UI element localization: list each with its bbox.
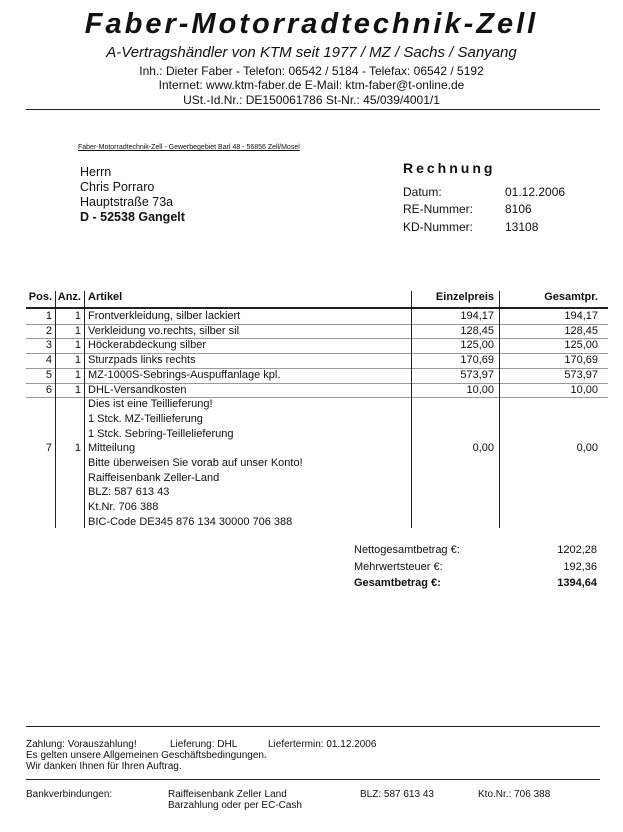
header-anz: Anz.: [57, 291, 81, 303]
row-anz: 1: [74, 310, 81, 322]
row-einzelpreis: 194,17: [460, 310, 494, 322]
row-artikel: 1 Stck. Sebring-Teillelieferung: [88, 427, 234, 440]
row-einzelpreis: 573,97: [460, 368, 494, 381]
row-gesamtpreis: 573,97: [564, 368, 598, 381]
row-pos: 4: [45, 354, 52, 367]
delivery-method: Lieferung: DHL: [170, 739, 238, 750]
row-anz: 1: [74, 324, 81, 337]
row-einzelpreis: 0,00: [472, 442, 494, 455]
bank-blz: BLZ: 587 613 43: [360, 789, 434, 800]
thanks-note: Wir danken Ihnen für Ihren Auftrag.: [26, 761, 182, 772]
row-pos: 3: [45, 339, 52, 352]
recipient-name: Chris Porraro: [80, 180, 155, 194]
row-gesamtpreis: 170,69: [564, 354, 598, 367]
row-anz: 1: [74, 442, 81, 455]
net-total-label: Nettogesamtbetrag €:: [354, 544, 460, 556]
row-anz: 1: [74, 383, 81, 396]
table-header: [26, 291, 608, 308]
invoice-number-label: RE-Nummer:: [403, 202, 474, 216]
invoice-table: [26, 291, 608, 528]
row-einzelpreis: 128,45: [460, 324, 494, 337]
row-gesamtpreis: 128,45: [564, 324, 598, 337]
dealer-line: A-Vertragshändler von KTM seit 1977 / MZ / Sachs / Sanyang: [106, 44, 517, 61]
sender-line: Faber-Motorradtechnik-Zell - Gewerbegebiet Barl 48 - 56856 Zell/Mosel: [78, 144, 300, 151]
company-name: Faber-Motorradtechnik-Zell: [84, 8, 539, 40]
row-pos: 5: [45, 368, 52, 381]
row-pos: 1: [45, 310, 52, 322]
recipient-street: Hauptstraße 73a: [80, 195, 174, 209]
row-pos: 6: [45, 383, 52, 396]
vat-label: Mehrwertsteuer €:: [354, 561, 443, 573]
row-artikel: Mitteilung: [88, 442, 136, 455]
row-artikel: Verkleidung vo.rechts, silber sil: [88, 324, 240, 337]
row-gesamtpreis: 0,00: [576, 442, 598, 455]
row-einzelpreis: 125,00: [460, 339, 494, 352]
header-pos: Pos.: [28, 291, 52, 303]
header-divider: [26, 109, 600, 110]
footer-divider: [26, 726, 600, 727]
row-artikel: Höckerabdeckung silber: [88, 339, 207, 352]
contact-line: Inh.: Dieter Faber - Telefon: 06542 / 5184 - Telefax: 06542 / 5192: [139, 64, 484, 78]
web-line: Internet: www.ktm-faber.de E-Mail: ktm-faber@t-online.de: [158, 78, 465, 92]
col-divider: [499, 291, 500, 528]
customer-number-label: KD-Nummer:: [403, 220, 474, 234]
grand-total-value: 1394,64: [557, 577, 597, 589]
row-artikel: Raiffeisenbank Zeller-Land: [88, 471, 220, 484]
col-divider: [411, 291, 412, 528]
bank-account: Kto.Nr.: 706 388: [478, 789, 551, 800]
row-artikel: 1 Stck. MZ-Teillieferung: [88, 412, 203, 425]
row-anz: 1: [74, 339, 81, 352]
tax-line: USt.-Id.Nr.: DE150061786 St-Nr.: 45/039/4001/1: [183, 93, 440, 107]
date-value: 01.12.2006: [505, 185, 566, 199]
header-artikel: Artikel: [88, 291, 123, 303]
row-artikel: Sturzpads links rechts: [88, 354, 196, 367]
row-pos: 2: [45, 324, 52, 337]
row-artikel: Kt.Nr. 706 388: [88, 501, 159, 514]
row-artikel: Frontverkleidung, silber lackiert: [88, 310, 241, 322]
invoice-number-value: 8106: [505, 202, 532, 216]
row-pos: 7: [45, 442, 52, 455]
bank-note: Barzahlung oder per EC-Cash: [168, 800, 302, 811]
header-gesamtpreis: Gesamtpr.: [544, 291, 598, 303]
row-gesamtpreis: 194,17: [564, 310, 598, 322]
recipient-city: D - 52538 Gangelt: [80, 210, 185, 224]
date-label: Datum:: [403, 185, 442, 199]
bank-name: Raiffeisenbank Zeller Land: [168, 789, 287, 800]
bank-divider: [26, 779, 600, 780]
row-anz: 1: [74, 354, 81, 367]
header-einzelpreis: Einzelpreis: [435, 291, 494, 303]
row-anz: 1: [74, 368, 81, 381]
row-einzelpreis: 170,69: [460, 354, 494, 367]
table-header-rule: [26, 307, 608, 309]
row-gesamtpreis: 125,00: [564, 339, 598, 352]
bank-label: Bankverbindungen:: [26, 789, 113, 800]
customer-number-value: 13108: [505, 220, 539, 234]
payment-terms: Zahlung: Vorauszahlung!: [26, 739, 137, 750]
document-title: Rechnung: [403, 160, 496, 176]
col-divider: [55, 291, 56, 528]
delivery-date: Liefertermin: 01.12.2006: [268, 739, 377, 750]
terms-note: Es gelten unsere Allgemeinen Geschäftsbedingungen.: [26, 750, 267, 761]
col-divider: [84, 291, 85, 528]
row-artikel: MZ-1000S-Sebrings-Auspuffanlage kpl.: [88, 368, 281, 381]
vat-value: 192,36: [563, 561, 597, 573]
row-artikel: BLZ: 587 613 43: [88, 486, 170, 499]
row-artikel: Bitte überweisen Sie vorab auf unser Konto!: [88, 457, 303, 469]
recipient-salutation: Herrn: [80, 165, 112, 179]
net-total-value: 1202,28: [557, 544, 597, 556]
grand-total-label: Gesamtbetrag €:: [354, 577, 441, 589]
row-gesamtpreis: 10,00: [570, 383, 598, 396]
row-einzelpreis: 10,00: [466, 383, 494, 396]
row-artikel: DHL-Versandkosten: [88, 383, 187, 396]
row-artikel: BIC-Code DE345 876 134 30000 706 388: [88, 515, 293, 528]
row-artikel: Dies ist eine Teillieferung!: [88, 398, 213, 411]
